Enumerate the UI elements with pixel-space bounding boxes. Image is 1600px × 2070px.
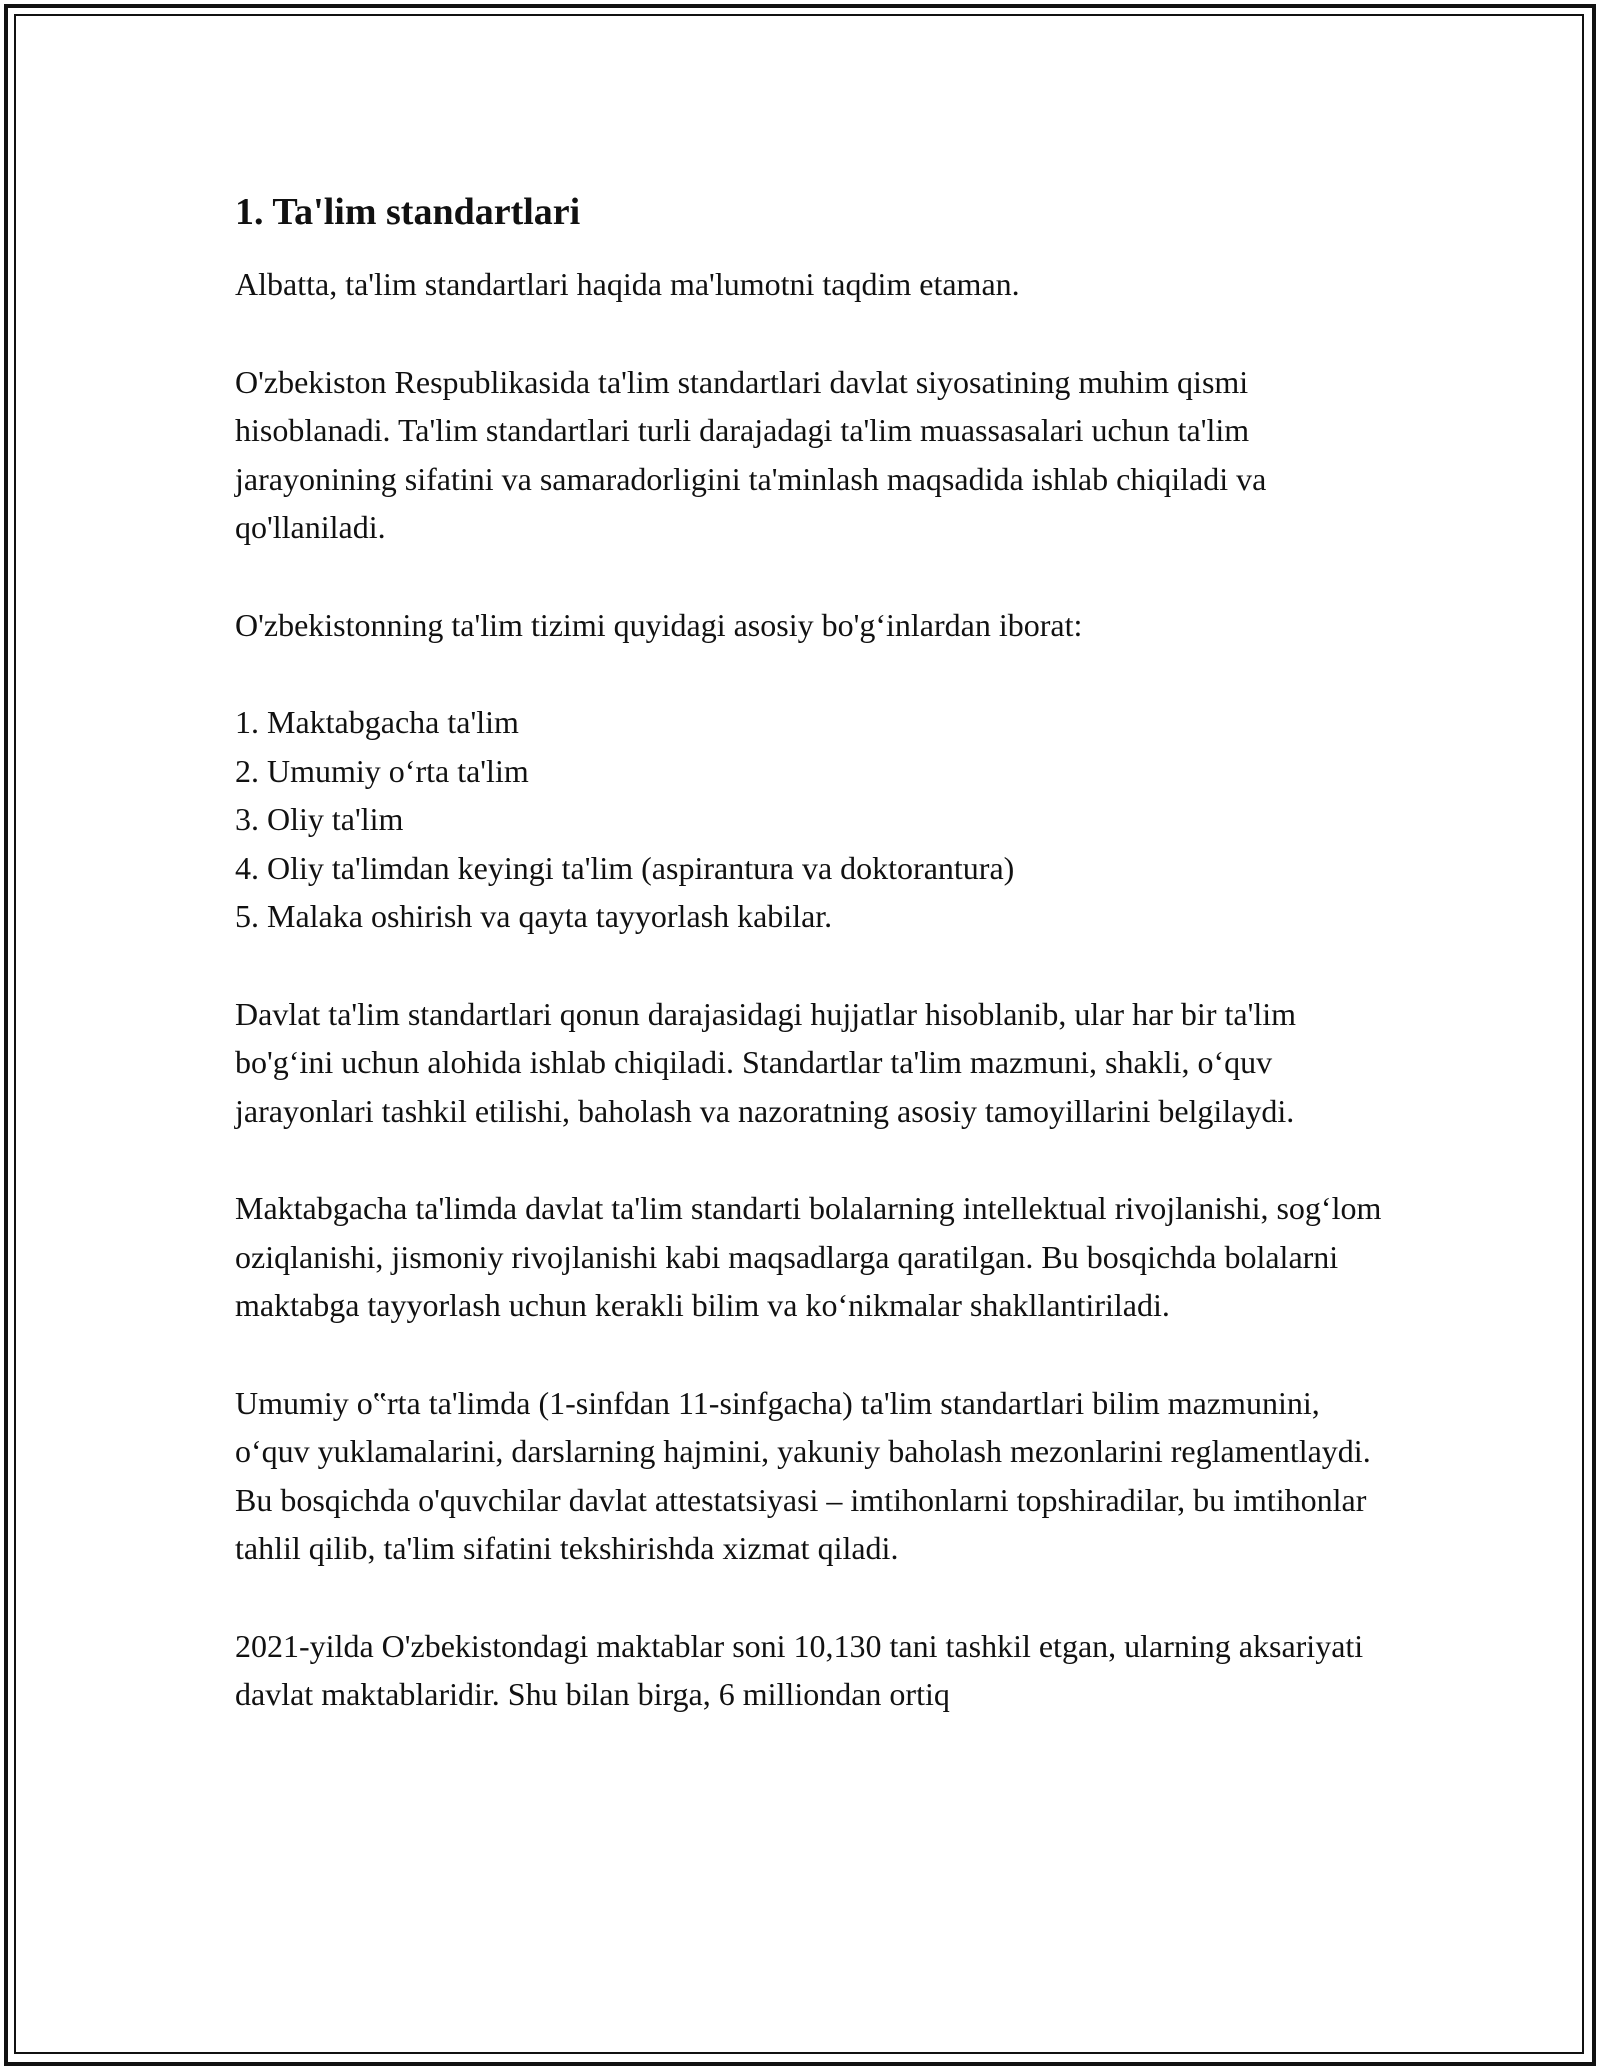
list-item: 5. Malaka oshirish va qayta tayyorlash kabilar.: [235, 898, 833, 934]
paragraph-general-secondary: Umumiy o‟rta ta'limda (1-sinfdan 11-sinfgacha) ta'lim standartlari bilim mazmunini, o‘quv yuklamalarini, darslarning hajmini, yakuniy baholash mezonlarini reglamentlaydi. Bu bosqichda o'quvchilar davlat attestatsiyasi – imtihonlarni topshiradilar, bu imtihonlar tahlil qilib, ta'lim sifatini tekshirishda xizmat qiladi.: [235, 1384, 1371, 1566]
paragraph-schools-statistics: 2021-yilda O'zbekistondagi maktablar soni 10,130 tani tashkil etgan, ularning aksariyati davlat maktablaridir. Shu bilan birga, 6 milliondan ortiq: [235, 1627, 1364, 1712]
document-body: [235, 188, 1385, 1768]
list-item: 3. Oliy ta'lim: [235, 801, 404, 837]
list-item: 4. Oliy ta'limdan keyingi ta'lim (aspirantura va doktorantura): [235, 849, 1015, 886]
intro-paragraph: Albatta, ta'lim standartlari haqida ma'lumotni taqdim etaman.: [235, 266, 1020, 302]
paragraph-system-structure: O'zbekistonning ta'lim tizimi quyidagi asosiy bo'g‘inlardan iborat:: [235, 606, 1083, 643]
education-levels-list: [235, 698, 1385, 941]
paragraph-standards-overview: O'zbekiston Respublikasida ta'lim standartlari davlat siyosatining muhim qismi hisoblanadi. Ta'lim standartlari turli darajadagi ta'lim muassasalari uchun ta'lim jarayonining sifatini va samaradorligini ta'minlash maqsadida ishlab chiqiladi va qo'llaniladi.: [235, 363, 1267, 545]
page-title: 1. Ta'lim standartlari: [235, 191, 581, 233]
list-item: 1. Maktabgacha ta'lim: [235, 704, 519, 740]
paragraph-preschool: Maktabgacha ta'limda davlat ta'lim standarti bolalarning intellektual rivojlanishi, sog‘lom oziqlanishi, jismoniy rivojlanishi kabi maqsadlarga qaratilgan. Bu bosqichda bolalarni maktabga tayyorlash uchun kerakli bilim va ko‘nikmalar shakllantiriladi.: [235, 1190, 1382, 1323]
paragraph-state-standards: Davlat ta'lim standartlari qonun darajasidagi hujjatlar hisoblanib, ular har bir ta'lim bo'g‘ini uchun alohida ishlab chiqiladi. Standartlar ta'lim mazmuni, shakli, o‘quv jarayonlari tashkil etilishi, baholash va nazoratning asosiy tamoyillarini belgilaydi.: [235, 995, 1296, 1129]
list-item: 2. Umumiy o‘rta ta'lim: [235, 752, 529, 789]
